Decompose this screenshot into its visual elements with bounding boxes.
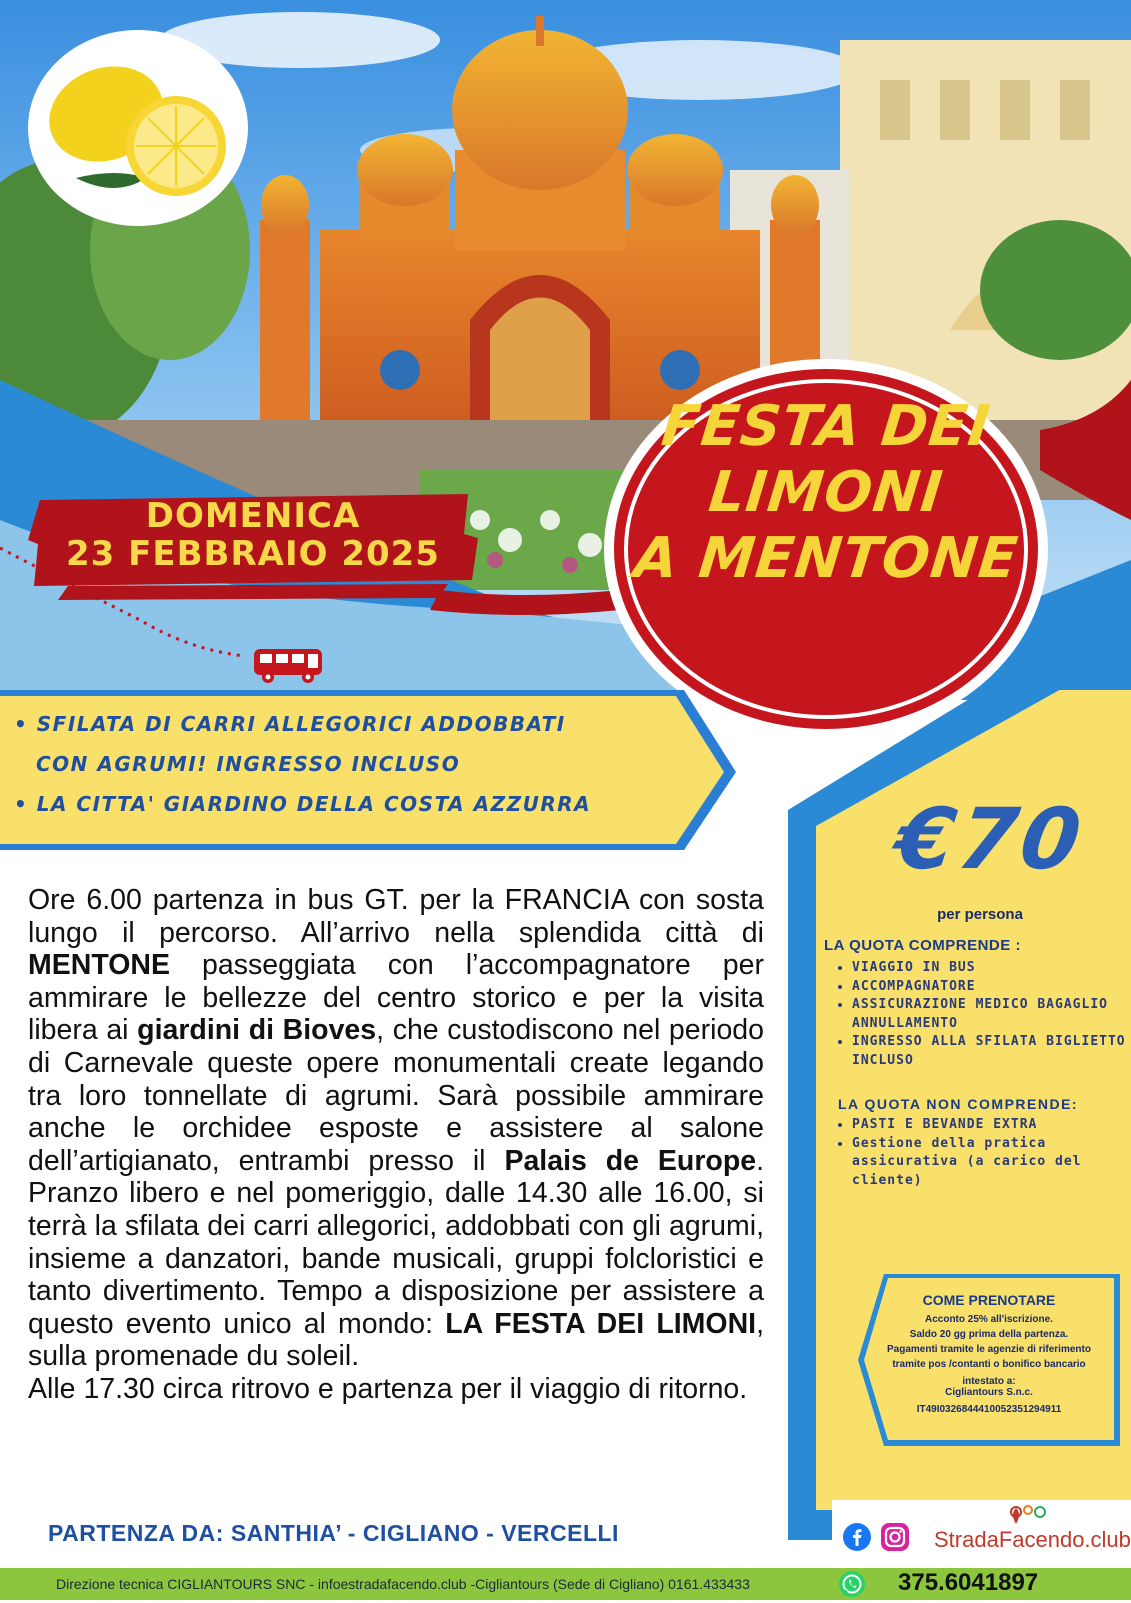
footer-contacts: Direzione tecnica CIGLIANTOURS SNC - infoestradafacendo.club -Cigliantours (Sede di Cigliano) 0161.433433	[56, 1576, 750, 1592]
event-title-line3: A MENTONE	[630, 526, 1022, 591]
booking-line: intestato a:	[962, 1376, 1016, 1387]
highlight-item: • SFILATA DI CARRI ALLEGORICI ADDOBBATI	[14, 712, 566, 736]
event-title-line1: FESTA DEI	[658, 394, 994, 459]
booking-iban: IT49I0326844410052351294911	[916, 1404, 1062, 1415]
booking-line: Acconto 25% all'iscrizione.	[925, 1314, 1053, 1325]
brand-logo[interactable]: StradaFacendo.club	[934, 1527, 1131, 1552]
booking-line: tramite pos /contanti o bonifico bancario	[892, 1359, 1086, 1370]
highlights-banner	[0, 690, 736, 850]
includes-item: • VIAGGIO IN BUS	[852, 959, 1131, 978]
itinerary-description	[28, 884, 764, 1406]
booking-line: Pagamenti tramite le agenzie di riferimento	[887, 1344, 1091, 1355]
date-full: 23 FEBBRAIO 2025	[66, 534, 440, 574]
includes-item: • ASSICURAZIONE MEDICO BAGAGLIO ANNULLAMENTO	[852, 996, 1131, 1033]
gardens-name: giardini di Bioves	[137, 1014, 377, 1047]
excludes-item: • Gestione della pratica assicurativa (a carico del cliente)	[852, 1135, 1131, 1191]
itinerary-paragraph: Alle 17.30 circa ritrovo e partenza per il viaggio di ritorno.	[28, 1372, 748, 1405]
bus-icon	[252, 645, 326, 685]
booking-line: Cigliantours S.n.c.	[945, 1387, 1033, 1398]
phone-number[interactable]: 375.6041897	[898, 1569, 1039, 1596]
highlight-item: CON AGRUMI! INGRESSO INCLUSO	[36, 752, 461, 776]
city-name: MENTONE	[28, 949, 170, 982]
excludes-title: LA QUOTA NON COMPRENDE:	[838, 1096, 1079, 1112]
includes-title: LA QUOTA COMPRENDE :	[824, 937, 1021, 954]
booking-box	[858, 1274, 1120, 1446]
includes-item: • INGRESSO ALLA SFILATA BIGLIETTO INCLUSO	[852, 1033, 1131, 1070]
facebook-icon[interactable]	[842, 1522, 872, 1552]
includes-list	[828, 959, 1131, 1070]
excludes-list	[828, 1116, 1131, 1190]
map-pin-icon	[1010, 1504, 1046, 1526]
price-unit: per persona	[937, 906, 1023, 923]
includes-item: • ACCOMPAGNATORE	[852, 978, 1131, 997]
booking-title: COME PRENOTARE	[922, 1292, 1056, 1308]
date-banner	[28, 494, 478, 604]
date-weekday: DOMENICA	[145, 496, 361, 536]
whatsapp-icon[interactable]	[838, 1570, 866, 1598]
itinerary-paragraph: Ore 6.00 partenza in bus GT. per la FRANCIA con sosta lungo il percorso. All’arrivo nella splendida città di MENTONE passeggiata con l’accompagnatore per ammirare le bellezze del centro storico e per la visita libera ai giardini di Bioves, che custodiscono nel periodo di Carnevale queste opere monumentali create legando tra loro tonnellate di agrumi. Sarà possibile ammirare anche le orchidee esposte e assistere al salone dell’artigianato, entrambi presso il Palais de Europe. Pranzo libero e nel pomeriggio, dalle 14.30 alle 16.00, si terrà la sfilata dei carri allegorici, addobbati con gli agrumi, insieme a danzatori, bande musicali, gruppi folcloristici e tanto divertimento. Tempo a disposizione per assistere a questo evento unico al mondo: LA FESTA DEI LIMONI, sulla promenade du soleil.	[28, 884, 765, 1373]
excludes-item: • PASTI E BEVANDE EXTRA	[852, 1116, 1131, 1135]
booking-line: Saldo 20 gg prima della partenza.	[909, 1329, 1069, 1340]
departure-cities: PARTENZA DA: SANTHIA’ - CIGLIANO - VERCELLI	[48, 1520, 619, 1546]
event-name: LA FESTA DEI LIMONI	[445, 1307, 757, 1340]
highlight-item: • LA CITTA' GIARDINO DELLA COSTA AZZURRA	[14, 792, 592, 816]
venue-name: Palais de Europe	[504, 1144, 757, 1177]
lemon-icon	[26, 28, 248, 228]
event-title-line2: LIMONI	[705, 460, 947, 525]
instagram-icon[interactable]	[880, 1522, 910, 1552]
price-value: €70	[889, 790, 1091, 888]
